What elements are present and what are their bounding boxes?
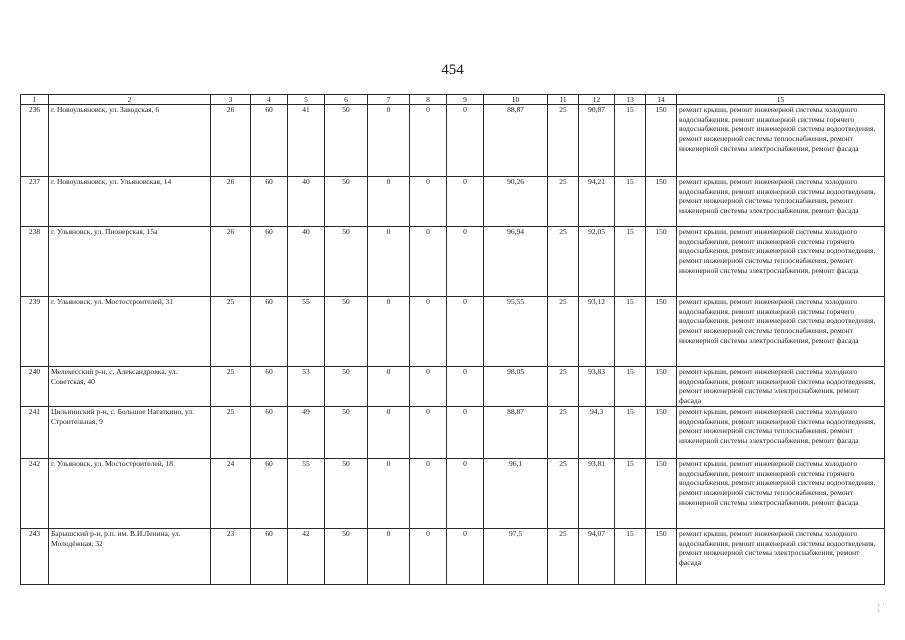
value-cell: 25 (211, 297, 251, 367)
value-cell: 0 (368, 177, 410, 227)
value-cell: 60 (251, 529, 288, 585)
value-cell: 15 (615, 227, 646, 297)
row-number-cell: 239 (21, 297, 49, 367)
value-cell: 40 (288, 177, 325, 227)
value-cell: 50 (325, 227, 368, 297)
works-cell: ремонт крыши, ремонт инженерной системы холодного водоснабжения, ремонт инженерной системы водоотведения, ремонт инженерной системы теплоснабжения, ремонт инженерной системы электроснабжения, ремонт фасада (677, 407, 885, 459)
value-cell: 50 (325, 367, 368, 407)
value-cell: 60 (251, 177, 288, 227)
value-cell: 41 (288, 105, 325, 177)
value-cell: 94,07 (579, 529, 615, 585)
works-cell: ремонт крыши, ремонт инженерной системы холодного водоснабжения, ремонт инженерной системы водоотведения, ремонт инженерной системы теплоснабжения, ремонт инженерной системы электроснабжения, ремонт фасада (677, 177, 885, 227)
value-cell: 0 (368, 297, 410, 367)
works-cell: ремонт крыши, ремонт инженерной системы холодного водоснабжения, ремонт инженерной системы горячего водоснабжения, ремонт инженерной системы водоотведения, ремонт инженерной системы теплоснабжения, ремонт инженерной системы электроснабжения, ремонт фасада (677, 105, 885, 177)
row-number-cell: 240 (21, 367, 49, 407)
value-cell: 55 (288, 459, 325, 529)
value-cell: 93,83 (579, 367, 615, 407)
address-cell: г. Новоульяновск, ул. Заводская, 6 (49, 105, 211, 177)
value-cell: 55 (288, 297, 325, 367)
value-cell: 50 (325, 407, 368, 459)
value-cell: 93,12 (579, 297, 615, 367)
address-cell: Цильнинский р-н, с. Большое Нагаткино, ул. Строительная, 9 (49, 407, 211, 459)
value-cell: 88,87 (484, 407, 548, 459)
value-cell: 15 (615, 407, 646, 459)
row-number-cell: 236 (21, 105, 49, 177)
value-cell: 150 (646, 529, 677, 585)
value-cell: 50 (325, 529, 368, 585)
value-cell: 92,05 (579, 227, 615, 297)
value-cell: 90,26 (484, 177, 548, 227)
value-cell: 25 (548, 407, 579, 459)
header-cell: 2 (49, 95, 211, 105)
value-cell: 25 (548, 529, 579, 585)
value-cell: 25 (211, 407, 251, 459)
table-row (21, 529, 885, 585)
table-row (21, 227, 885, 297)
value-cell: 0 (447, 105, 484, 177)
value-cell: 0 (410, 105, 447, 177)
value-cell: 95,55 (484, 297, 548, 367)
value-cell: 150 (646, 177, 677, 227)
table-row (21, 105, 885, 177)
works-cell: ремонт крыши, ремонт инженерной системы холодного водоснабжения, ремонт инженерной системы водоотведения, ремонт инженерной системы электроснабжения, ремонт фасада (677, 367, 885, 407)
value-cell: 60 (251, 105, 288, 177)
value-cell: 49 (288, 407, 325, 459)
value-cell: 0 (410, 367, 447, 407)
value-cell: 50 (325, 459, 368, 529)
value-cell: 15 (615, 529, 646, 585)
value-cell: 24 (211, 459, 251, 529)
address-cell: г. Ульяновск, ул. Мостостроителей, 18 (49, 459, 211, 529)
value-cell: 0 (410, 459, 447, 529)
address-cell: г. Ульяновск, ул. Пионерская, 15а (49, 227, 211, 297)
value-cell: 0 (410, 297, 447, 367)
value-cell: 0 (447, 459, 484, 529)
value-cell: 93,81 (579, 459, 615, 529)
value-cell: 0 (410, 227, 447, 297)
scan-mark: ¦ ˈ (878, 602, 886, 612)
value-cell: 60 (251, 227, 288, 297)
value-cell: 150 (646, 367, 677, 407)
table-header-row (21, 95, 885, 105)
header-cell: 5 (288, 95, 325, 105)
value-cell: 0 (447, 177, 484, 227)
address-cell: г. Ульяновск, ул. Мостостроителей, 31 (49, 297, 211, 367)
value-cell: 0 (410, 529, 447, 585)
value-cell: 0 (368, 407, 410, 459)
address-cell: г. Новоульяновск, ул. Ульяновская, 14 (49, 177, 211, 227)
value-cell: 0 (447, 227, 484, 297)
value-cell: 15 (615, 367, 646, 407)
value-cell: 150 (646, 227, 677, 297)
value-cell: 25 (548, 105, 579, 177)
header-cell: 10 (484, 95, 548, 105)
row-number-cell: 243 (21, 529, 49, 585)
value-cell: 25 (548, 177, 579, 227)
value-cell: 23 (211, 529, 251, 585)
data-table (20, 94, 885, 585)
value-cell: 60 (251, 367, 288, 407)
address-cell: Барышский р-н, р.п. им. В.И.Ленина, ул. Молодёжная, 32 (49, 529, 211, 585)
value-cell: 0 (368, 227, 410, 297)
header-cell: 14 (646, 95, 677, 105)
header-cell: 6 (325, 95, 368, 105)
row-number-cell: 241 (21, 407, 49, 459)
value-cell: 50 (325, 105, 368, 177)
value-cell: 96,1 (484, 459, 548, 529)
header-cell: 9 (447, 95, 484, 105)
value-cell: 50 (325, 297, 368, 367)
value-cell: 0 (368, 529, 410, 585)
row-number-cell: 238 (21, 227, 49, 297)
value-cell: 96,94 (484, 227, 548, 297)
address-cell: Мелекесский р-н, с. Александровка, ул. Советская, 40 (49, 367, 211, 407)
header-cell: 4 (251, 95, 288, 105)
value-cell: 0 (368, 367, 410, 407)
value-cell: 42 (288, 529, 325, 585)
table-row (21, 459, 885, 529)
value-cell: 0 (368, 459, 410, 529)
table-row (21, 177, 885, 227)
value-cell: 150 (646, 407, 677, 459)
header-cell: 13 (615, 95, 646, 105)
works-cell: ремонт крыши, ремонт инженерной системы холодного водоснабжения, ремонт инженерной системы горячего водоснабжения, ремонт инженерной системы водоотведения, ремонт инженерной системы теплоснабжения, ремонт инженерной системы электроснабжения, ремонт фасада (677, 459, 885, 529)
value-cell: 90,87 (579, 105, 615, 177)
value-cell: 150 (646, 459, 677, 529)
value-cell: 25 (548, 227, 579, 297)
table-row (21, 297, 885, 367)
value-cell: 26 (211, 227, 251, 297)
value-cell: 25 (548, 367, 579, 407)
value-cell: 60 (251, 297, 288, 367)
value-cell: 0 (447, 297, 484, 367)
works-cell: ремонт крыши, ремонт инженерной системы холодного водоснабжения, ремонт инженерной системы водоотведения, ремонт инженерной системы электроснабжения, ремонт фасада (677, 529, 885, 585)
value-cell: 0 (447, 367, 484, 407)
value-cell: 0 (447, 529, 484, 585)
value-cell: 0 (368, 105, 410, 177)
works-cell: ремонт крыши, ремонт инженерной системы холодного водоснабжения, ремонт инженерной системы горячего водоснабжения, ремонт инженерной системы водоотведения, ремонт инженерной системы теплоснабжения, ремонт инженерной системы электроснабжения, ремонт фасада (677, 227, 885, 297)
value-cell: 15 (615, 459, 646, 529)
value-cell: 94,3 (579, 407, 615, 459)
header-cell: 3 (211, 95, 251, 105)
value-cell: 0 (447, 407, 484, 459)
header-cell: 1 (21, 95, 49, 105)
value-cell: 26 (211, 105, 251, 177)
value-cell: 25 (548, 459, 579, 529)
value-cell: 94,21 (579, 177, 615, 227)
value-cell: 15 (615, 297, 646, 367)
value-cell: 53 (288, 367, 325, 407)
row-number-cell: 242 (21, 459, 49, 529)
row-number-cell: 237 (21, 177, 49, 227)
header-cell: 8 (410, 95, 447, 105)
value-cell: 0 (410, 177, 447, 227)
header-cell: 11 (548, 95, 579, 105)
value-cell: 150 (646, 297, 677, 367)
header-cell: 12 (579, 95, 615, 105)
value-cell: 97,5 (484, 529, 548, 585)
header-cell: 15 (677, 95, 885, 105)
value-cell: 0 (410, 407, 447, 459)
value-cell: 88,87 (484, 105, 548, 177)
value-cell: 25 (211, 367, 251, 407)
value-cell: 50 (325, 177, 368, 227)
table-row (21, 367, 885, 407)
value-cell: 15 (615, 105, 646, 177)
value-cell: 150 (646, 105, 677, 177)
value-cell: 26 (211, 177, 251, 227)
table-row (21, 407, 885, 459)
value-cell: 15 (615, 177, 646, 227)
value-cell: 40 (288, 227, 325, 297)
value-cell: 98,05 (484, 367, 548, 407)
works-cell: ремонт крыши, ремонт инженерной системы холодного водоснабжения, ремонт инженерной системы горячего водоснабжения, ремонт инженерной системы водоотведения, ремонт инженерной системы теплоснабжения, ремонт инженерной системы электроснабжения, ремонт фасада (677, 297, 885, 367)
page-number: 454 (441, 62, 464, 78)
value-cell: 60 (251, 407, 288, 459)
value-cell: 60 (251, 459, 288, 529)
value-cell: 25 (548, 297, 579, 367)
header-cell: 7 (368, 95, 410, 105)
